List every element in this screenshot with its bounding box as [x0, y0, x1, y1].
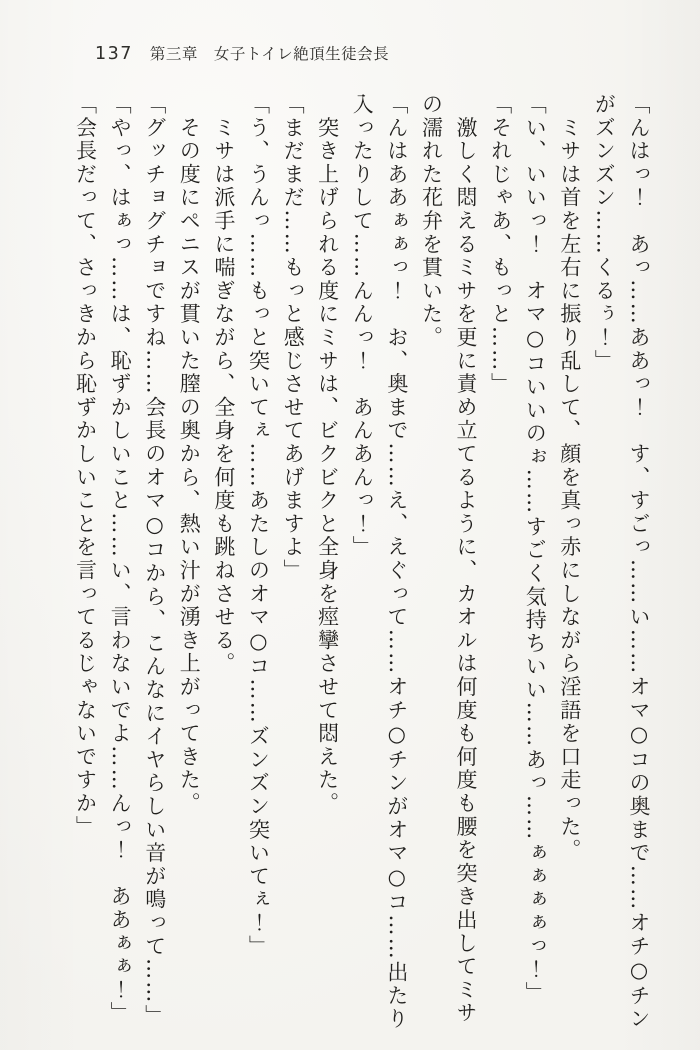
- paragraph: 「それじゃあ、もっと……」: [488, 93, 513, 396]
- paragraph: 「会長だって、さっきから恥ずかしいことを言ってるじゃないですか」: [73, 93, 98, 839]
- body-text: [68, 93, 656, 1039]
- chapter-title: 第三章 女子トイレ絶頂生徒会長: [149, 45, 390, 63]
- paragraph: 「い、いいっ！ オマ○コいいのぉ……すごく気持ちいい……あっ……ぁぁぁぁっ！」: [523, 93, 548, 1005]
- paragraph: 「う、うんっ……もっと突いてぇ……あたしのオマ○コ……ズンズン突いてぇ！」: [246, 93, 271, 959]
- paragraph: 突き上げられる度にミサは、ビクビクと全身を痙攣させて悶えた。: [315, 93, 340, 816]
- paragraph: ミサは首を左右に振り乱して、顔を真っ赤にしながら淫語を口走った。: [557, 93, 582, 862]
- running-head: [95, 42, 389, 64]
- paragraph: 「やっ、はぁっ……は、恥ずかしいこと……い、言わないでよ……んっ！ ああぁぁ！」: [108, 93, 133, 1025]
- page-number: 137: [95, 44, 133, 64]
- paragraph: 「まだまだ……もっと感じさせてあげますよ」: [281, 93, 306, 583]
- paragraph: 激しく悶えるミサを更に責め立てるように、カオルは何度も何度も腰を突き出してミサの濡れた花弁を貫いた。: [419, 93, 479, 1025]
- paragraph: 「んはっ！ あっ……ああっ！ す、すごっ……い……オマ○コの奥まで……オチ○チンがズンズン……くるぅ！」: [592, 93, 651, 1031]
- paragraph: ミサは派手に喘ぎながら、全身を何度も跳ねさせる。: [211, 93, 236, 676]
- paragraph: 「んはああぁぁっ！ お、奥まで……え、えぐって……オチ○チンがオマ○コ……出たり入ったりして……んんっ！ あんあんっ！」: [350, 93, 409, 1031]
- paragraph: その度にペニスが貫いた膣の奥から、熱い汁が湧き上がってきた。: [177, 93, 202, 816]
- paragraph: 「グッチョグチョですね……会長のオマ○コから、こんなにイヤらしい音が鳴って……」: [142, 93, 167, 1028]
